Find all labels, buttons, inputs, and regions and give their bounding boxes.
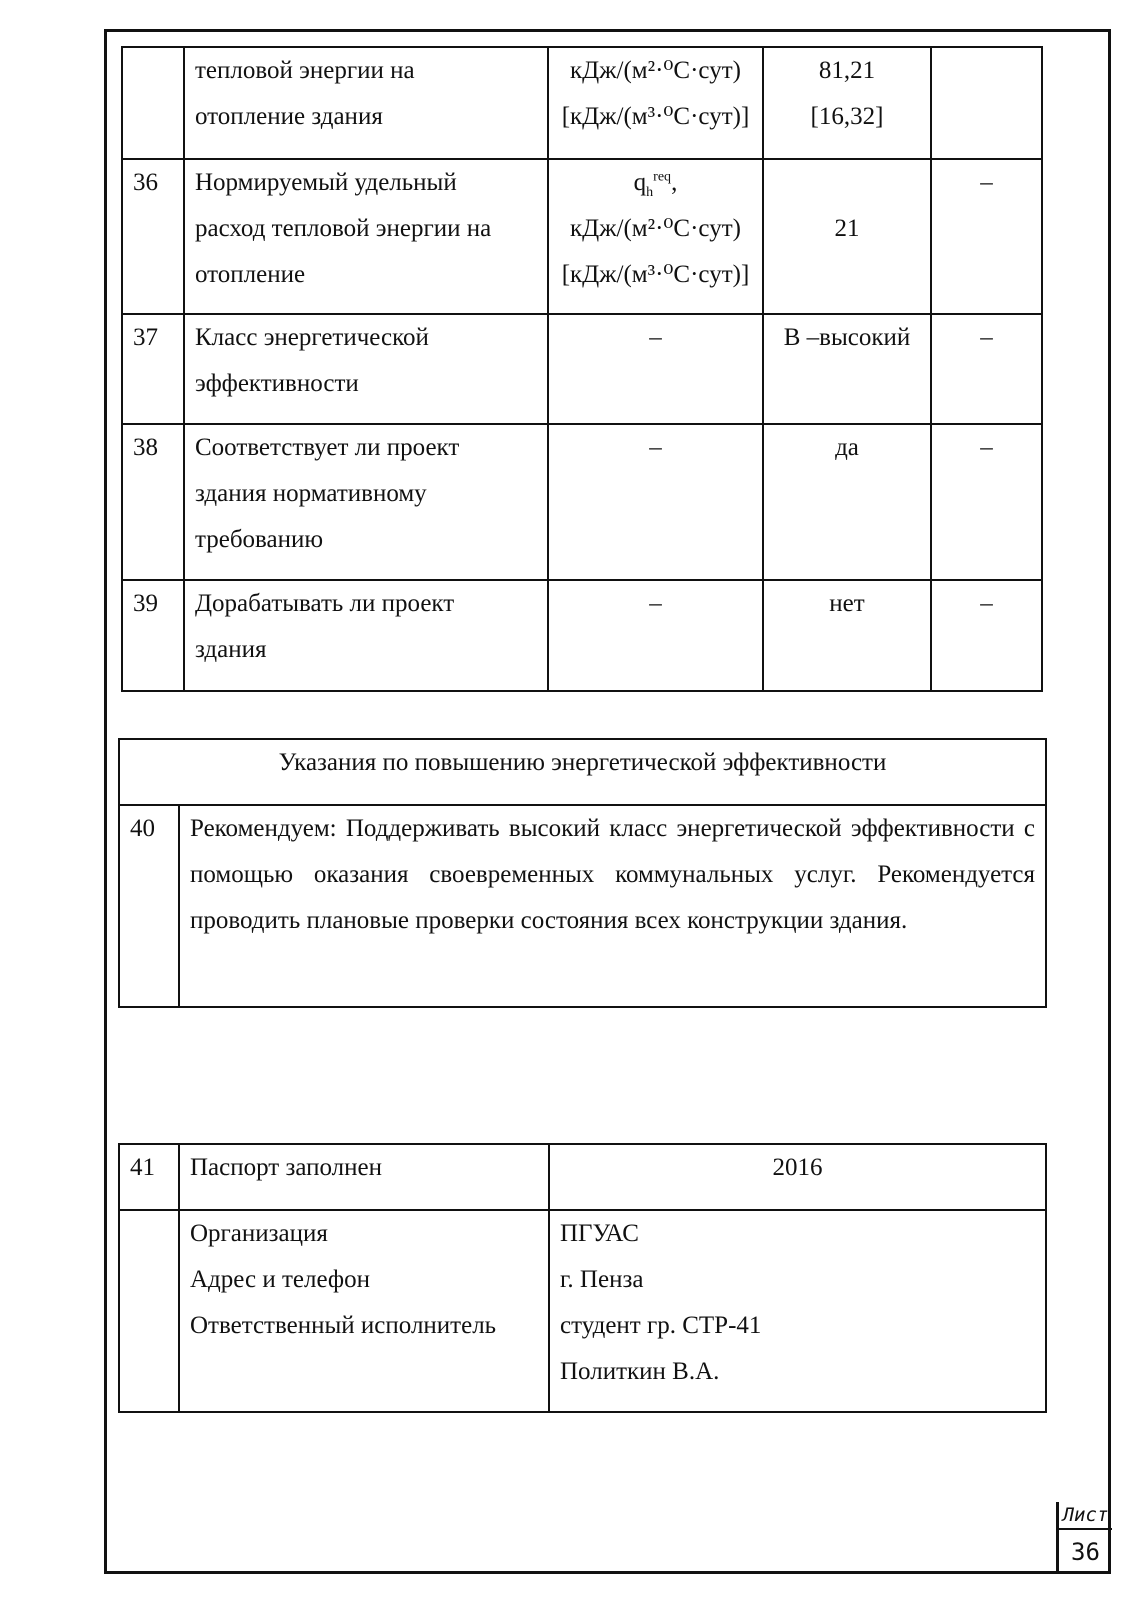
energy-indicators-table	[121, 46, 1043, 692]
table-row	[122, 159, 1042, 314]
table-row	[122, 580, 1042, 691]
indicator-note: –	[931, 314, 1042, 424]
indicator-value: да	[763, 424, 931, 580]
recommendations-table	[118, 738, 1047, 1008]
indicator-unit: –	[548, 424, 763, 580]
recommendation-text: Рекомендуем: Поддерживать высокий класс энергетической эффективности с помощью оказания своевременных коммунальных услуг. Рекомендуется проводить плановые проверки состояния всех конструкции здания.	[179, 805, 1046, 1007]
row-number: 37	[122, 314, 184, 424]
passport-year: 2016	[549, 1144, 1046, 1210]
table-row	[119, 1210, 1046, 1412]
sheet-number-stamp	[1056, 1502, 1112, 1574]
indicator-name: тепловой энергии на отопление здания	[184, 47, 548, 159]
indicator-value: 21	[763, 159, 931, 314]
row-number: 38	[122, 424, 184, 580]
unit-symbol: $q_h^{req}$,	[633, 169, 678, 200]
sheet-number: 36	[1071, 1538, 1100, 1566]
indicator-note: –	[931, 424, 1042, 580]
indicator-unit: $q_h^{req}$, кДж/(м²·⁰С·сут) [кДж/(м³·⁰С·сут)]	[548, 159, 763, 314]
row-number: 39	[122, 580, 184, 691]
table-row	[122, 47, 1042, 159]
indicator-value: нет	[763, 580, 931, 691]
indicator-unit: –	[548, 580, 763, 691]
row-number: 36	[122, 159, 184, 314]
indicator-note	[931, 47, 1042, 159]
sheet-label: Лист	[1059, 1502, 1112, 1530]
indicator-value: 81,21 [16,32]	[763, 47, 931, 159]
passport-info-table	[118, 1143, 1047, 1413]
indicator-value: В –высокий	[763, 314, 931, 424]
table-row	[122, 314, 1042, 424]
indicator-name: Класс энергетической эффективности	[184, 314, 548, 424]
organization-labels: Организация Адрес и телефон Ответственный исполнитель	[179, 1210, 549, 1412]
row-number: 40	[119, 805, 179, 1007]
table-header-row	[119, 739, 1046, 805]
indicator-note: –	[931, 580, 1042, 691]
indicator-unit: кДж/(м²·⁰С·сут) [кДж/(м³·⁰С·сут)]	[548, 47, 763, 159]
row-number	[122, 47, 184, 159]
indicator-unit: –	[548, 314, 763, 424]
table-row	[122, 424, 1042, 580]
passport-filled-label: Паспорт заполнен	[179, 1144, 549, 1210]
recommendations-header: Указания по повышению энергетической эффективности	[119, 739, 1046, 805]
organization-values: ПГУАС г. Пенза студент гр. СТР-41 Политкин В.А.	[549, 1210, 1046, 1412]
table-row	[119, 805, 1046, 1007]
table-row	[119, 1144, 1046, 1210]
indicator-name: Дорабатывать ли проект здания	[184, 580, 548, 691]
row-number: 41	[119, 1144, 179, 1210]
indicator-name: Соответствует ли проект здания нормативному требованию	[184, 424, 548, 580]
row-number	[119, 1210, 179, 1412]
indicator-note: –	[931, 159, 1042, 314]
indicator-name: Нормируемый удельный расход тепловой энергии на отопление	[184, 159, 548, 314]
